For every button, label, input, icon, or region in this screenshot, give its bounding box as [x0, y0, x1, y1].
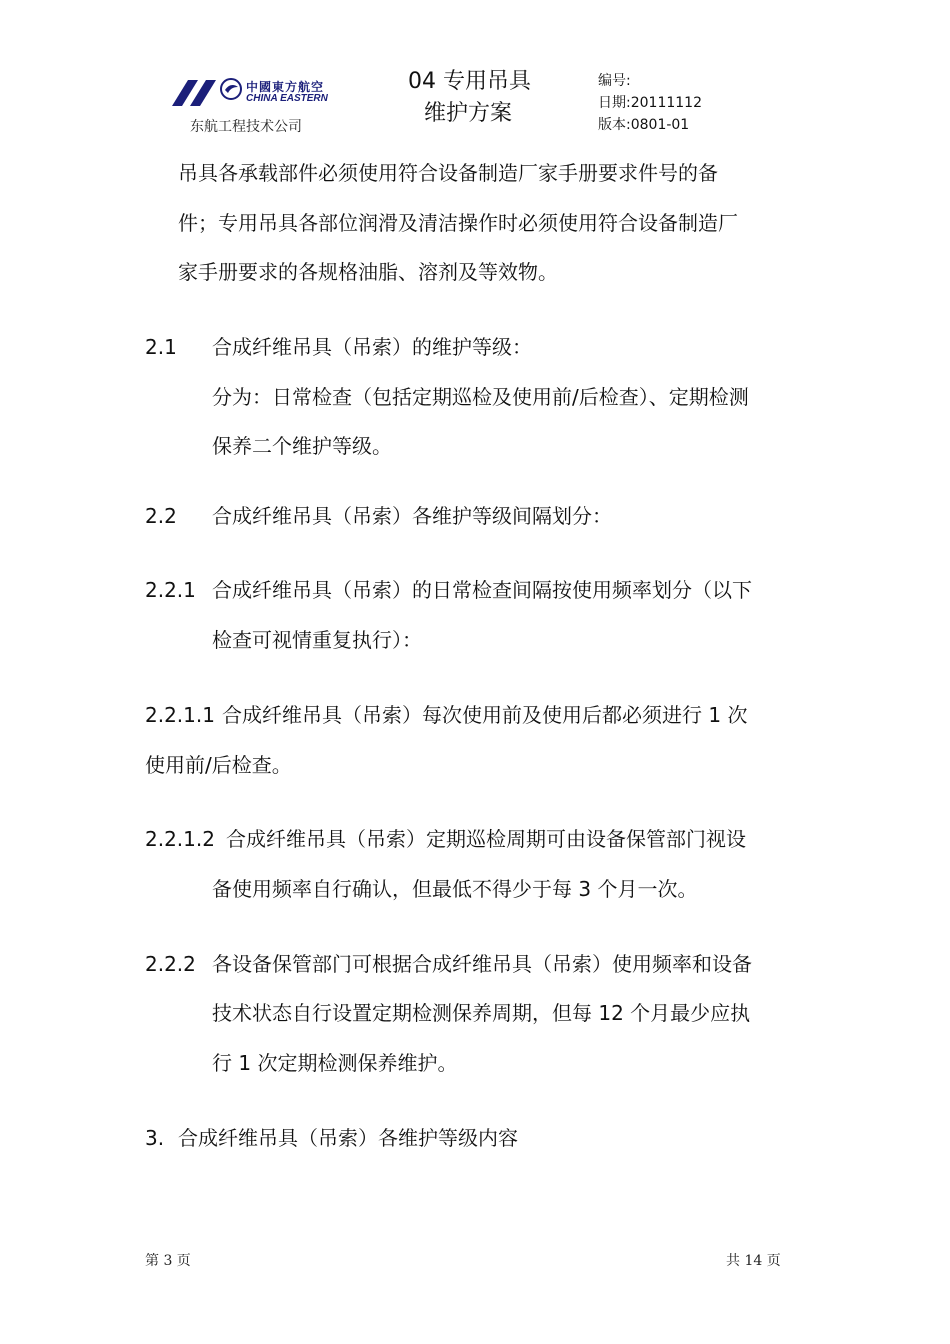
doc-date: 日期:20111112 [598, 95, 702, 111]
section-text: 各设备保管部门可根据合成纤维吊具（吊索）使用频率和设备 [212, 952, 752, 976]
section-number: 3. [145, 1126, 165, 1150]
page-total: 共 14 页 [726, 1253, 781, 1269]
section-text: 合成纤维吊具（吊索）的日常检查间隔按使用频率划分（以下 [212, 578, 752, 602]
section-number: 2.2.1.2 [145, 827, 215, 851]
company-name: 东航工程技术公司 [190, 119, 302, 135]
section-text: 分为：日常检查（包括定期巡检及使用前/后检查）、定期检测 [212, 385, 749, 409]
section-text: 保养二个维护等级。 [212, 434, 392, 458]
section-text: 合成纤维吊具（吊索）各维护等级内容 [178, 1126, 518, 1150]
section-number: 2.2.1.1 [145, 703, 215, 727]
doc-title-line2: 维护方案 [424, 101, 513, 126]
section-text: 使用前/后检查。 [145, 753, 292, 777]
section-text: 技术状态自行设置定期检测保养周期，但每 12 个月最少应执 [212, 1001, 751, 1025]
section-number: 2.2.2 [145, 952, 196, 976]
section-text: 合成纤维吊具（吊索）的维护等级： [212, 335, 532, 359]
section-text: 备使用频率自行确认，但最低不得少于每 3 个月一次。 [212, 877, 698, 901]
doc-title-line1: 04 专用吊具 [408, 69, 531, 94]
logo-chinese-text: 中國東方航空 [246, 80, 325, 94]
section-number: 2.1 [145, 335, 177, 359]
section-text: 合成纤维吊具（吊索）各维护等级间隔划分： [212, 504, 612, 528]
swallow-emblem-icon [220, 78, 242, 100]
section-text: 合成纤维吊具（吊索）每次使用前及使用后都必须进行 1 次 [222, 703, 748, 727]
intro-line: 吊具各承载部件必须使用符合设备制造厂家手册要求件号的备 [178, 161, 718, 185]
doc-version: 版本:0801-01 [598, 117, 690, 133]
section-text: 合成纤维吊具（吊索）定期巡检周期可由设备保管部门视设 [226, 827, 746, 851]
page-number: 第 3 页 [145, 1253, 191, 1269]
section-text: 检查可视情重复执行）： [212, 628, 422, 652]
china-eastern-logo [172, 76, 332, 110]
logo-english-text: CHINA EASTERN [246, 93, 328, 104]
section-number: 2.2 [145, 504, 177, 528]
section-text: 行 1 次定期检测保养维护。 [212, 1051, 458, 1075]
intro-line: 件；专用吊具各部位润滑及清洁操作时必须使用符合设备制造厂 [178, 211, 738, 235]
doc-number: 编号: [598, 73, 631, 89]
section-number: 2.2.1 [145, 578, 196, 602]
intro-line: 家手册要求的各规格油脂、溶剂及等效物。 [178, 260, 558, 284]
airline-stripes-icon [172, 80, 216, 106]
